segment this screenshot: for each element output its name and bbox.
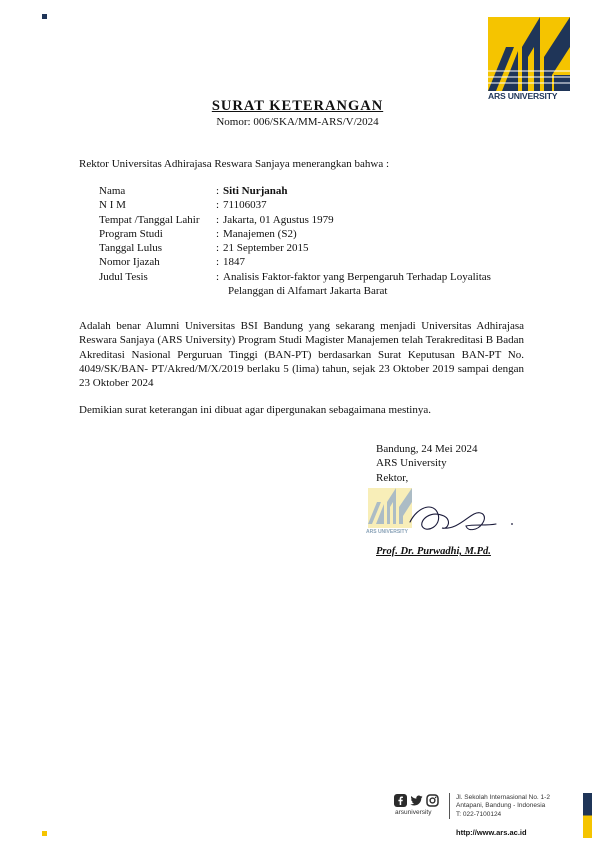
stamp-label: ARS UNIVERSITY [366,529,408,535]
field-label: Tempat /Tanggal Lahir [99,213,200,226]
signature-place-date: Bandung, 24 Mei 2024 [376,443,478,455]
field-label: Judul Tesis [99,270,148,283]
address-line-1: Jl. Sekolah Internasional No. 1-2 [456,794,550,801]
field-value-program: Manajemen (S2) [223,227,297,240]
university-stamp [368,488,412,534]
thesis-line-1: Analisis Faktor-faktor yang Berpengaruh Terhadap Loyalitas [223,270,491,283]
signature-role: Rektor, [376,471,409,484]
field-label: Nama [99,185,126,197]
field-label: Nomor Ijazah [99,256,160,269]
corner-square-bottom-left [42,831,47,836]
rector-name: Prof. Dr. Purwadhi, M.Pd. [376,546,491,557]
field-value-nim: 71106037 [223,199,267,212]
field-label: Tanggal Lulus [99,242,163,255]
body-paragraph: Adalah benar Alumni Universitas BSI Bandung yang sekarang menjadi Universitas Adhirajasa Reswara Sanjaya (ARS University) Program Studi Magister Manajemen telah Terakreditasi B Badan Akreditasi Nasional Perguruan Tinggi (BAN-PT) berdasarkan Surat Keputusan BAN-PT No. 4049/SK/BAN- PT/Akred/M/X/2019 berlaku 5 (lima) tahun, sejak 23 Oktober 2019 sampai dengan 23 Oktober 2024 [79,320,524,390]
address-line-2: Antapani, Bandung - Indonesia [456,802,546,810]
social-icons [394,794,439,807]
field-value-diploma: 1847 [223,256,245,269]
identity-fields [99,184,539,298]
field-row-program: Program Studi : Manajemen (S2) [99,227,539,241]
twitter-icon[interactable] [410,794,423,807]
field-value-graduation: 21 September 2015 [223,242,309,255]
document-number: Nomor: 006/SKA/MM-ARS/V/2024 [216,116,379,128]
instagram-icon[interactable] [426,794,439,807]
closing-text: Demikian surat keterangan ini dibuat agar dipergunakan sebagaimana mestinya. [79,404,431,416]
field-row-nim: N I M : 71106037 [99,198,539,212]
social-handle: arsuniversity [395,809,432,816]
document-title: SURAT KETERANGAN [211,98,384,114]
signature-scribble [408,500,520,536]
field-label: Program Studi [99,227,163,240]
signature-institution: ARS University [376,457,447,470]
field-value-name: Siti Nurjanah [223,185,288,197]
phone-number: T: 022-7100124 [456,810,502,818]
footer-address [456,794,550,819]
field-value-thesis [223,270,539,299]
website-link[interactable]: http://www.ars.ac.id [456,828,527,837]
corner-accent-bar [583,793,592,838]
signature-block [376,442,477,485]
field-row-diploma: Nomor Ijazah : 1847 [99,255,539,269]
field-row-birth: Tempat /Tanggal Lahir : Jakarta, 01 Agustus 1979 [99,213,539,227]
intro-text: Rektor Universitas Adhirajasa Reswara Sanjaya menerangkan bahwa : [79,158,390,170]
ars-logo [488,17,570,101]
field-row-graduation: Tanggal Lulus : 21 September 2015 [99,241,539,255]
facebook-icon[interactable] [394,794,407,807]
footer-divider [449,793,450,819]
field-value-birth: Jakarta, 01 Agustus 1979 [223,213,334,226]
corner-square-top-left [42,14,47,19]
field-row-thesis: Judul Tesis : Analisis Faktor-faktor yang Berpengaruh Terhadap Loyalitas Pelanggan di Alfamart Jakarta Barat [99,270,539,299]
logo-label: ARS UNIVERSITY [488,91,558,101]
thesis-line-2: Pelanggan di Alfamart Jakarta Barat [228,285,388,298]
field-row-name: Nama : Siti Nurjanah [99,184,539,198]
field-label: N I M [99,199,126,212]
